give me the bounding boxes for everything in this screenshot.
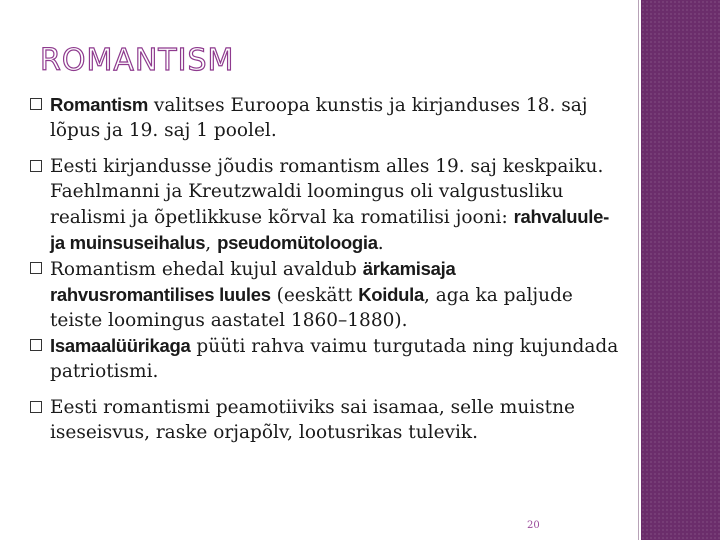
side-decor-pattern	[641, 0, 720, 540]
bullet-text: (eeskätt	[270, 285, 359, 306]
bullet-item-2	[30, 154, 620, 256]
bold-term: Romantism	[50, 94, 149, 115]
slide-title: ROMANTISM	[40, 43, 235, 78]
bullet-text: Eesti romantismi peamotiiviks sai isamaa, selle muistne iseseisvus, raske orjapõlv, lootusrikas tulevik.	[50, 397, 575, 443]
bold-term: pseudomütoloogia	[217, 232, 378, 253]
page-number: 20	[527, 520, 540, 531]
bullet-text: valitses Euroopa kunstis ja kirjanduses 18. saj lõpus ja 19. saj 1 poolel.	[50, 95, 588, 141]
bullet-item-3	[30, 256, 620, 333]
bold-term: rahvaluule- ja muinsuseihalus	[50, 206, 609, 253]
bullet-item-4	[30, 333, 620, 384]
bullet-text: püüti rahva vaimu turgutada ning kujundada patriotismi.	[50, 336, 619, 382]
bold-term: ärkamisaja rahvusromantilises luules	[50, 258, 456, 305]
bullet-text: ,	[205, 233, 218, 254]
bullet-box-icon	[30, 98, 42, 110]
bullet-item-1	[30, 92, 620, 143]
bullet-text: Romantism ehedal kujul avaldub	[50, 259, 363, 280]
bold-term: Koidula	[358, 284, 424, 305]
bullet-list	[30, 92, 620, 456]
bullet-item-5	[30, 395, 620, 445]
bullet-box-icon	[30, 160, 42, 172]
bullet-text: Eesti kirjandusse jõudis romantism alles 19. saj keskpaiku. Faehlmanni ja Kreutzwaldi loomingus oli valgustusliku realismi ja õpetlikkuse kõrval ka romatilisi jooni:	[50, 156, 604, 228]
bullet-box-icon	[30, 339, 42, 351]
side-decor-panel	[641, 0, 720, 540]
bullet-box-icon	[30, 401, 42, 413]
bullet-text: , aga ka paljude teiste loomingus aastatel 1860–1880).	[50, 285, 573, 331]
bullet-box-icon	[30, 262, 42, 274]
bullet-text: .	[377, 233, 384, 254]
bold-term: Isamaalüürikaga	[50, 335, 191, 356]
side-divider-line	[638, 0, 639, 540]
